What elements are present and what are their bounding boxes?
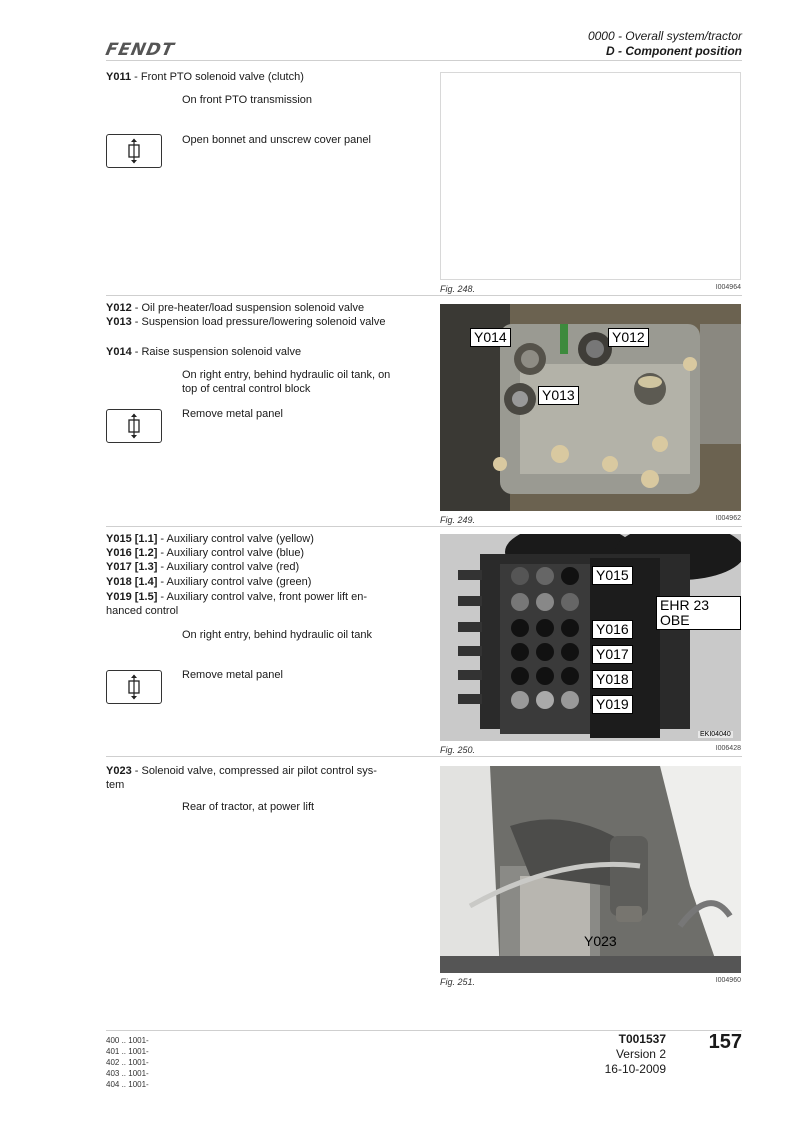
component-desc: - Front PTO solenoid valve (clutch): [131, 71, 304, 83]
instruction-text: Remove metal panel: [182, 669, 283, 681]
location-text: On front PTO transmission: [182, 94, 313, 106]
model-item: 401 .. 1001-: [106, 1047, 149, 1056]
component-desc: - Raise suspension solenoid valve: [131, 346, 302, 358]
component-code: Y019 [1.5]: [106, 591, 158, 603]
location-text: Rear of tractor, at power lift: [182, 801, 315, 813]
model-item: 403 .. 1001-: [106, 1069, 149, 1078]
location-text: On right entry, behind hydraulic oil tank: [182, 629, 372, 641]
header-divider: [106, 60, 742, 61]
figure-248-image: [440, 72, 741, 280]
component-desc: - Auxiliary control valve (green): [157, 576, 312, 588]
figure-id: I004960: [715, 977, 741, 984]
instruction-text: Open bonnet and unscrew cover panel: [182, 134, 371, 146]
component-line: [106, 345, 301, 359]
open-panel-icon: [106, 134, 162, 168]
component-code: Y015 [1.1]: [106, 533, 158, 545]
component-code: Y023: [106, 765, 132, 777]
photo-code: EKI04040: [700, 731, 731, 738]
photo-label: EHR 23 OBE: [656, 596, 741, 630]
figure-caption: Fig. 250.: [440, 745, 476, 755]
component-desc: - Auxiliary control valve (red): [157, 561, 300, 573]
figure-id: I006428: [715, 745, 741, 752]
figure-caption: Fig. 251.: [440, 977, 476, 987]
location-text: top of central control block: [182, 383, 311, 395]
photo-label: Y023: [584, 933, 617, 949]
document-date: 16-10-2009: [604, 1062, 666, 1076]
section-divider: [106, 756, 742, 757]
subsection-title: D - Component position: [606, 44, 742, 58]
photo-label: Y019: [592, 695, 633, 714]
photo-label: Y016: [592, 620, 633, 639]
model-item: 404 .. 1001-: [106, 1080, 149, 1089]
figure-id: I004962: [715, 515, 741, 522]
figure-250-photo: [440, 534, 741, 741]
component-line-cont: hanced control: [106, 605, 179, 617]
component-line: [106, 532, 314, 546]
component-code: Y017 [1.3]: [106, 561, 158, 573]
model-item: 400 .. 1001-: [106, 1036, 149, 1045]
component-line-cont: tem: [106, 779, 125, 791]
component-desc: - Auxiliary control valve, front power lift en-: [157, 591, 368, 603]
component-code: Y014: [106, 346, 132, 358]
figure-249-photo: [440, 304, 741, 511]
fendt-logo: FENDT: [103, 40, 177, 60]
component-line: [106, 590, 367, 604]
photo-label: Y015: [592, 566, 633, 585]
component-line: [106, 546, 304, 560]
model-list: [106, 1035, 149, 1090]
figure-caption: Fig. 249.: [440, 515, 476, 525]
component-desc: - Oil pre-heater/load suspension solenoid valve: [131, 302, 365, 314]
photo-label: Y017: [592, 645, 633, 664]
photo-label: Y018: [592, 670, 633, 689]
component-line: [106, 560, 299, 574]
component-desc: - Auxiliary control valve (blue): [157, 547, 305, 559]
component-line: [106, 301, 364, 315]
component-code: Y016 [1.2]: [106, 547, 158, 559]
component-line: [106, 315, 385, 329]
component-code: Y018 [1.4]: [106, 576, 158, 588]
figure-id: I004964: [715, 284, 741, 291]
figure-caption: Fig. 248.: [440, 284, 476, 294]
component-desc: - Suspension load pressure/lowering solenoid valve: [131, 316, 386, 328]
open-panel-icon: [106, 409, 162, 443]
component-line: [106, 575, 311, 589]
component-code: Y012: [106, 302, 132, 314]
section-divider: [106, 295, 742, 296]
footer-divider: [106, 1030, 742, 1031]
figure-251-photo: [440, 766, 741, 973]
component-code: Y013: [106, 316, 132, 328]
section-divider: [106, 526, 742, 527]
location-text: On right entry, behind hydraulic oil tank, on: [182, 369, 391, 381]
photo-label: Y014: [470, 328, 511, 347]
page-number: 157: [708, 1031, 742, 1053]
document-number: T001537: [618, 1032, 666, 1046]
component-desc: - Auxiliary control valve (yellow): [157, 533, 314, 545]
component-code: Y011: [106, 71, 132, 83]
open-panel-icon: [106, 670, 162, 704]
model-item: 402 .. 1001-: [106, 1058, 149, 1067]
photo-label: Y012: [608, 328, 649, 347]
section-title: 0000 - Overall system/tractor: [587, 29, 742, 43]
component-line: [106, 70, 304, 84]
instruction-text: Remove metal panel: [182, 408, 283, 420]
photo-label: Y013: [538, 386, 579, 405]
document-version: Version 2: [615, 1047, 666, 1061]
component-desc: - Solenoid valve, compressed air pilot control sys-: [131, 765, 377, 777]
component-line: [106, 764, 377, 778]
